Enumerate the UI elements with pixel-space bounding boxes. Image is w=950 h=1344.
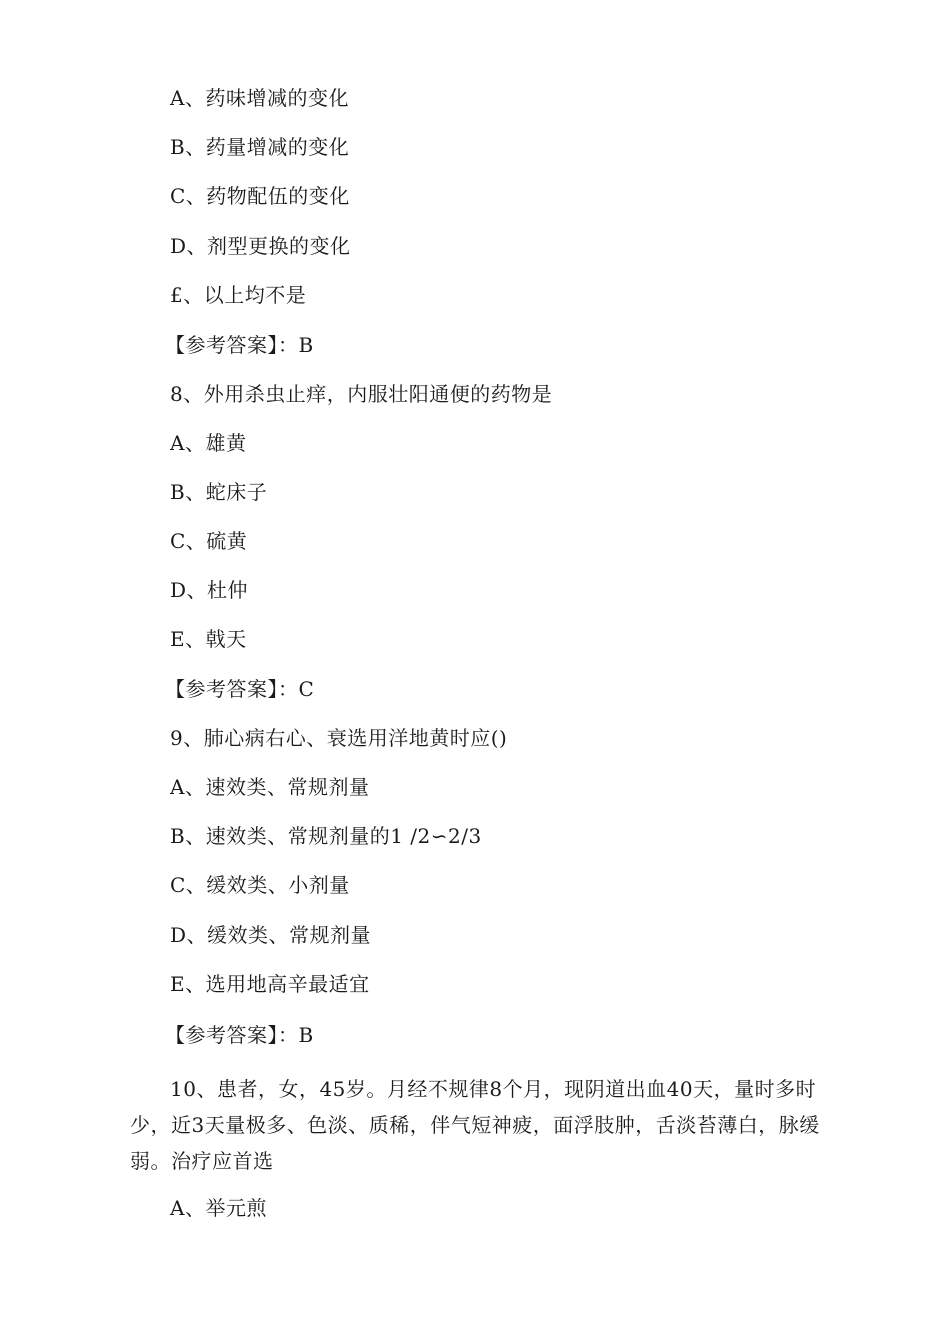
question-10: 10、患者，女，45岁。月经不规律8个月，现阴道出血40天，量时多时少，近3天量极多、色淡、质稀，伴气短神疲，面浮肢肿，舌淡苔薄白，脉缓弱。治疗应首选	[130, 1077, 820, 1173]
answer-9: 【参考答案】：B	[165, 1023, 314, 1047]
option-e-9: E、选用地高辛最适宜	[170, 972, 370, 996]
option-a-7: A、药味增减的变化	[170, 86, 349, 110]
option-a-8: A、雄黄	[170, 431, 247, 455]
option-e-8: E、戟天	[170, 627, 247, 651]
question-9: 9、肺心病右心、衰选用洋地黄时应()	[170, 726, 508, 750]
option-a-9: A、速效类、常规剂量	[170, 775, 370, 799]
option-b-9: B、速效类、常规剂量的1 /2∽2/3	[170, 824, 482, 848]
answer-7: 【参考答案】：B	[165, 333, 314, 357]
option-c-9: C、缓效类、小剂量	[170, 873, 350, 897]
option-d-9: D、缓效类、常规剂量	[170, 923, 372, 947]
option-c-8: C、硫黄	[170, 529, 248, 553]
option-c-7: C、药物配伍的变化	[170, 184, 350, 208]
option-e-7: £、以上均不是	[170, 283, 307, 307]
option-a-10: A、举元煎	[170, 1196, 267, 1220]
option-b-7: B、药量增减的变化	[170, 135, 350, 159]
option-b-8: B、蛇床子	[170, 480, 268, 504]
answer-8: 【参考答案】：C	[165, 677, 315, 701]
option-d-7: D、剂型更换的变化	[170, 234, 351, 258]
question-8: 8、外用杀虫止痒，内服壮阳通便的药物是	[170, 382, 553, 406]
option-d-8: D、杜仲	[170, 578, 249, 602]
